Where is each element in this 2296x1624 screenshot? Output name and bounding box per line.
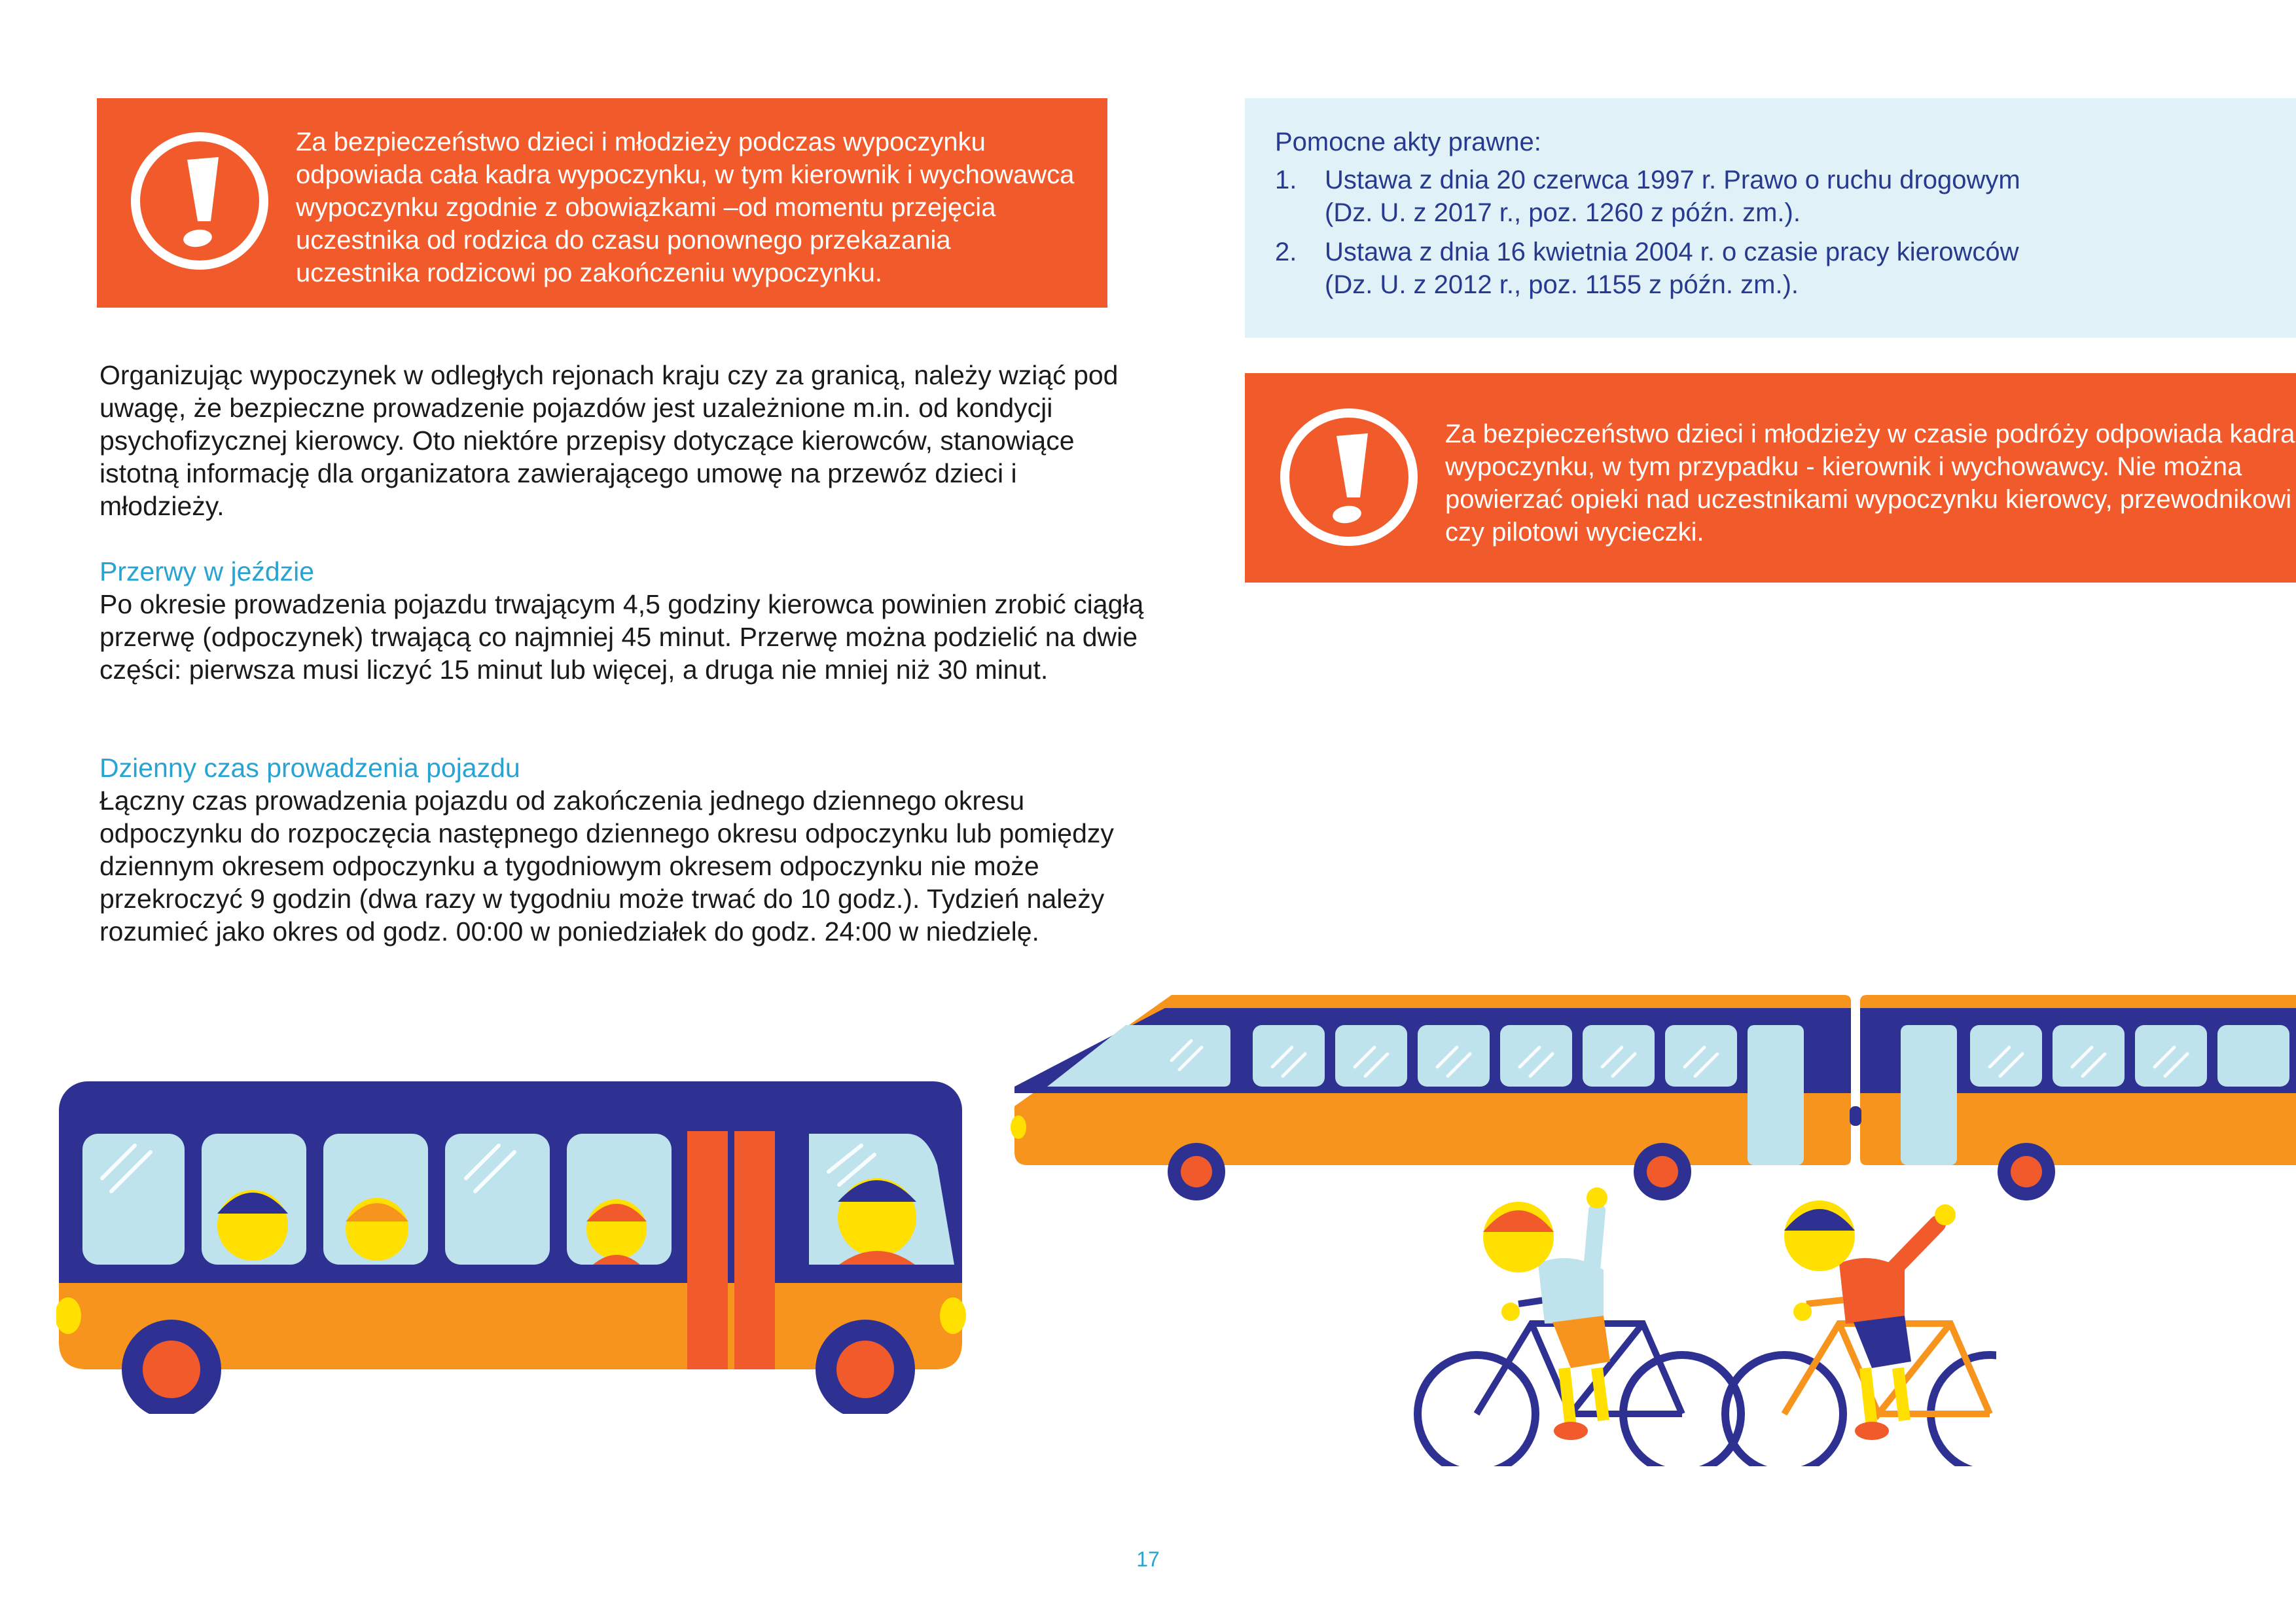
- left-warning-box: [97, 98, 1107, 308]
- cyclists-illustration: [1407, 1152, 1996, 1466]
- intro-paragraph: Organizując wypoczynek w odległych rejonach kraju czy za granicą, należy wziąć pod uwagę, że bezpieczne prowadzenie pojazdów jest uzależnione m.in. od kondycji psychofizycznej kierowcy. Oto niektóre przepisy dotyczące kierowców, stanowiące istotną informację dla organizatora zawierającego umowę na przewóz dzieci i młodzieży.: [99, 360, 1119, 521]
- right-warning-text: Za bezpieczeństwo dzieci i młodzieży w czasie podróży odpowiada kadra wypoczynku, w tym przypadku - kierownik i wychowawcy. Nie można powierzać opieki nad uczestnikami wypoczynku kierowcy, przewodnikowi czy pilotowi wycieczki.: [1445, 420, 2295, 547]
- section-heading-daily: Dzienny czas prowadzenia pojazdu: [99, 753, 520, 783]
- legal-item-title: Ustawa z dnia 16 kwietnia 2004 r. o czasie pracy kierowców: [1325, 238, 2019, 266]
- legal-item-source: (Dz. U. z 2017 r., poz. 1260 z późn. zm.).: [1325, 198, 1801, 227]
- exclamation-icon: [130, 131, 270, 271]
- bus-illustration: [56, 1074, 973, 1414]
- right-warning-box: [1245, 373, 2296, 583]
- legal-item: [1275, 236, 2296, 301]
- legal-item-title: Ustawa z dnia 20 czerwca 1997 r. Prawo o ruchu drogowym: [1325, 166, 2020, 194]
- left-warning-text: Za bezpieczeństwo dzieci i młodzieży podczas wypoczynku odpowiada cała kadra wypoczynku, w tym kierownik i wychowawca wypoczynku zgodnie z obowiązkami –od momentu przejęcia uczestnika od rodzica do czasu ponownego przekazania uczestnika rodzicowi po zakończeniu wypoczynku.: [296, 128, 1075, 287]
- page-number: 17: [1136, 1547, 1160, 1571]
- legal-item: [1275, 164, 2296, 229]
- section-text-daily: Łączny czas prowadzenia pojazdu od zakończenia jednego dziennego okresu odpoczynku do rozpoczęcia następnego dziennego okresu odpoczynku lub pomiędzy dziennym okresem odpoczynku a tygodniowym okresem odpoczynku nie może przekroczyć 9 godzin (dwa razy w tygodniu może trwać do 10 godz.). Tydzień należy rozumieć jako okres od godz. 00:00 w poniedziałek do godz. 24:00 w niedzielę.: [99, 785, 1114, 947]
- legal-heading: Pomocne akty prawne:: [1275, 128, 1541, 156]
- legal-item-source: (Dz. U. z 2012 r., poz. 1155 z późn. zm.).: [1325, 270, 1799, 299]
- exclamation-icon: [1279, 407, 1419, 547]
- legal-item-number: 1.: [1275, 166, 1297, 194]
- section-text-breaks: Po okresie prowadzenia pojazdu trwającym 4,5 godziny kierowca powinien zrobić ciągłą przerwę (odpoczynek) trwającą co najmniej 45 minut. Przerwę można podzielić na dwie części: pierwsza musi liczyć 15 minut lub więcej, a druga nie mniej niż 30 minut.: [99, 589, 1144, 685]
- legal-list: [1275, 164, 2296, 308]
- section-heading-breaks: Przerwy w jeździe: [99, 556, 315, 586]
- legal-acts-box: [1245, 98, 2296, 338]
- legal-item-number: 2.: [1275, 238, 1297, 266]
